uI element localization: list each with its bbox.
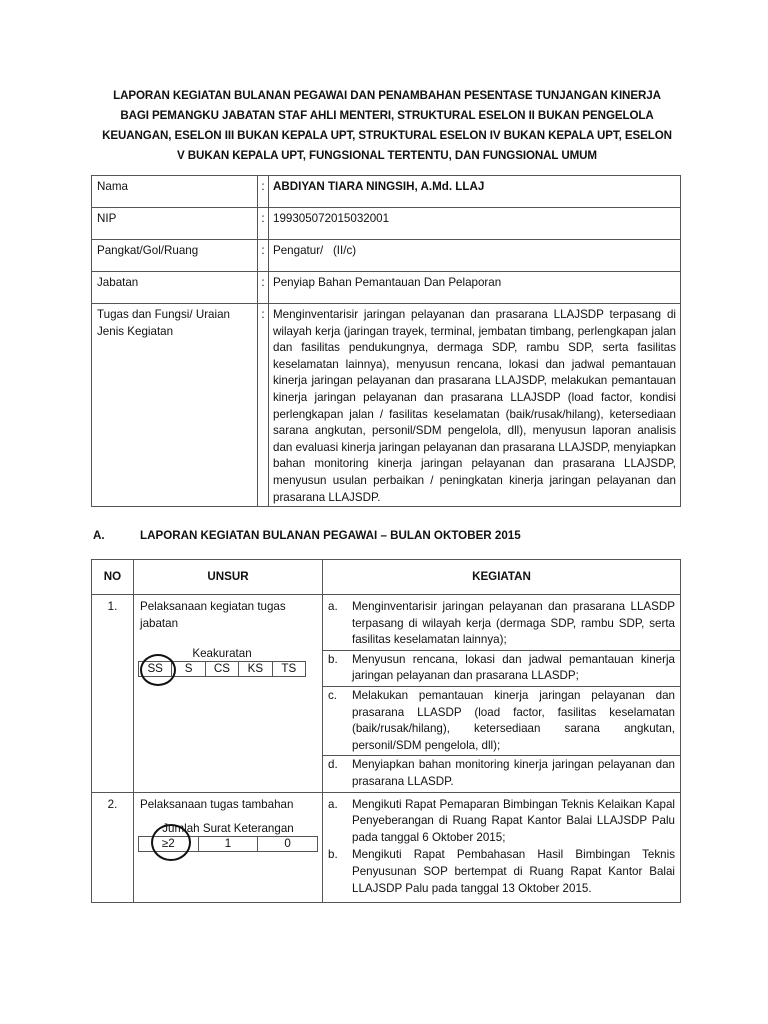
row-number: 1. [92, 595, 134, 793]
activity-text: Menginventarisir jaringan pelayanan dan prasarana LLASDP terpasang di wilayah kerja (dermaga SDP, rambu SDP, serta fasilitas keselamatan lainnya); [352, 600, 675, 647]
identity-value-tugas: Menginventarisir jaringan pelayanan dan prasarana LLAJSDP terpasang di wilayah kerja (jaringan trayek, terminal, jembatan timbang, perlengkapan jalan dan fasilitas pendukungnya, dermaga SDP, rambu SDP, serta fasilitas keselamatan lainnya), menyusun rencana, lokasi dan jadwal pemantauan kinerja jaringan pelayanan dan prasarana LLAJSDP, melakukan pemantauan kinerja jaringan pelayanan dan prasarana LLAJSDP (load factor, kondisi perlengkapan jalan / fasilitas keselamatan (baik/rusak/hilang), ketersediaan sarana angkutan, personil/SDM pengelola, dll), menyusun laporan analisis dan evaluasi kinerja jaringan pelayanan dan prasarana LLAJSDP, menyiapkan bahan monitoring kinerja jaringan pelayanan dan prasarana LLAJSDP, menyusun usulan perbaikan / peningkatan kinerja jaringan pelayanan dan prasarana LLAJSDP. [269, 304, 681, 507]
activity-text: Menyusun rencana, lokasi dan jadwal pemantauan kinerja jaringan pelayanan dan prasarana LLASDP; [352, 652, 675, 683]
kegiatan-cell [323, 595, 681, 793]
activity-letter: b. [328, 652, 338, 666]
activity-item [323, 686, 680, 755]
title-line: V BUKAN KEPALA UPT, FUNGSIONAL TERTENTU, DAN FUNGSIONAL UMUM [177, 149, 597, 162]
activity-letter: d. [328, 758, 338, 772]
table-header-row [92, 560, 681, 595]
identity-row-pangkat [92, 240, 681, 272]
activity-item [323, 755, 680, 791]
title-line: KEUANGAN, ESELON III BUKAN KEPALA UPT, STRUKTURAL ESELON IV BUKAN KEPALA UPT, ESELON [102, 129, 672, 142]
identity-row-tugas [92, 304, 681, 507]
activity-text: Mengikuti Rapat Pembahasan Hasil Bimbingan Teknis Penyusunan SOP bertempat di Ruang Rapat Kantor Balai LLAJSDP Palu pada tanggal 13 Oktober 2015. [352, 848, 675, 895]
header-unsur: UNSUR [134, 560, 323, 595]
activity-text: Melakukan pemantauan kinerja jaringan pelayanan dan prasarana LLASDP (load factor, fasilitas keselamatan (baik/rusak/hilang), ketersediaan sarana angkutan, personil/SDM pengelola, dll); [352, 688, 675, 752]
selection-circle-ss [140, 654, 176, 686]
rating-caption: Keakuratan [139, 647, 306, 662]
activity-text: Mengikuti Rapat Pemaparan Bimbingan Teknis Kelaikan Kapal Penyeberangan di Ruang Rapat Kantor Balai LLAJSDP Palu pada tanggal 6 Oktober 2015; [352, 797, 675, 844]
activity-item [323, 847, 680, 902]
rating-option: 1 [198, 837, 258, 852]
unsur-cell [134, 595, 323, 793]
section-title: LAPORAN KEGIATAN BULANAN PEGAWAI – BULAN OKTOBER 2015 [140, 529, 521, 542]
row-number: 2. [92, 792, 134, 903]
activity-letter: a. [328, 797, 338, 811]
activity-text: Menyiapkan bahan monitoring kinerja jaringan pelayanan dan prasarana LLASDP. [352, 758, 675, 788]
rating-option: TS [272, 662, 305, 677]
document-title [92, 86, 682, 166]
identity-value-nip: 199305072015032001 [269, 208, 681, 240]
employee-identity-table [91, 175, 681, 507]
rating-option: 0 [258, 837, 318, 852]
identity-label: Jabatan [92, 272, 258, 304]
identity-label: Tugas dan Fungsi/ Uraian Jenis Kegiatan [92, 304, 258, 507]
activity-item [323, 650, 680, 686]
identity-row-nama [92, 176, 681, 208]
rating-option: SS [139, 662, 172, 677]
activity-letter: a. [328, 600, 338, 613]
identity-colon: : [258, 176, 269, 208]
header-no: NO [92, 560, 134, 595]
identity-row-nip [92, 208, 681, 240]
section-a-heading [93, 529, 521, 542]
identity-row-jabatan [92, 272, 681, 304]
table-row [92, 595, 681, 793]
section-letter: A. [93, 529, 105, 542]
identity-label: Pangkat/Gol/Ruang [92, 240, 258, 272]
identity-value-pangkat: Pengatur/ (II/c) [269, 240, 681, 272]
selection-circle-ge2 [151, 824, 191, 861]
activity-letter: b. [328, 848, 338, 862]
title-line: BAGI PEMANGKU JABATAN STAF AHLI MENTERI, STRUKTURAL ESELON II BUKAN PENGELOLA [120, 109, 654, 122]
identity-value-jabatan: Penyiap Bahan Pemantauan Dan Pelaporan [269, 272, 681, 304]
title-line: LAPORAN KEGIATAN BULANAN PEGAWAI DAN PENAMBAHAN PESENTASE TUNJANGAN KINERJA [113, 89, 661, 102]
activity-item [323, 595, 680, 650]
unsur-text: Pelaksanaan tugas tambahan [140, 797, 294, 811]
identity-value-name: ABDIYAN TIARA NINGSIH, A.Md. LLAJ [269, 176, 681, 208]
activity-item [323, 793, 680, 848]
rating-caption: Jumlah Surat Keterangan [139, 822, 318, 837]
header-kegiatan: KEGIATAN [323, 560, 681, 595]
identity-colon: : [258, 208, 269, 240]
rating-option: CS [205, 662, 238, 677]
unsur-text: Pelaksanaan kegiatan tugas jabatan [140, 600, 286, 630]
activity-letter: c. [328, 688, 338, 702]
identity-colon: : [258, 240, 269, 272]
identity-label: Nama [92, 176, 258, 208]
rating-option: ≥2 [139, 837, 199, 852]
rating-option: S [172, 662, 205, 677]
kegiatan-cell [323, 792, 681, 903]
rating-option: KS [239, 662, 272, 677]
identity-colon: : [258, 304, 269, 507]
identity-colon: : [258, 272, 269, 304]
identity-label: NIP [92, 208, 258, 240]
